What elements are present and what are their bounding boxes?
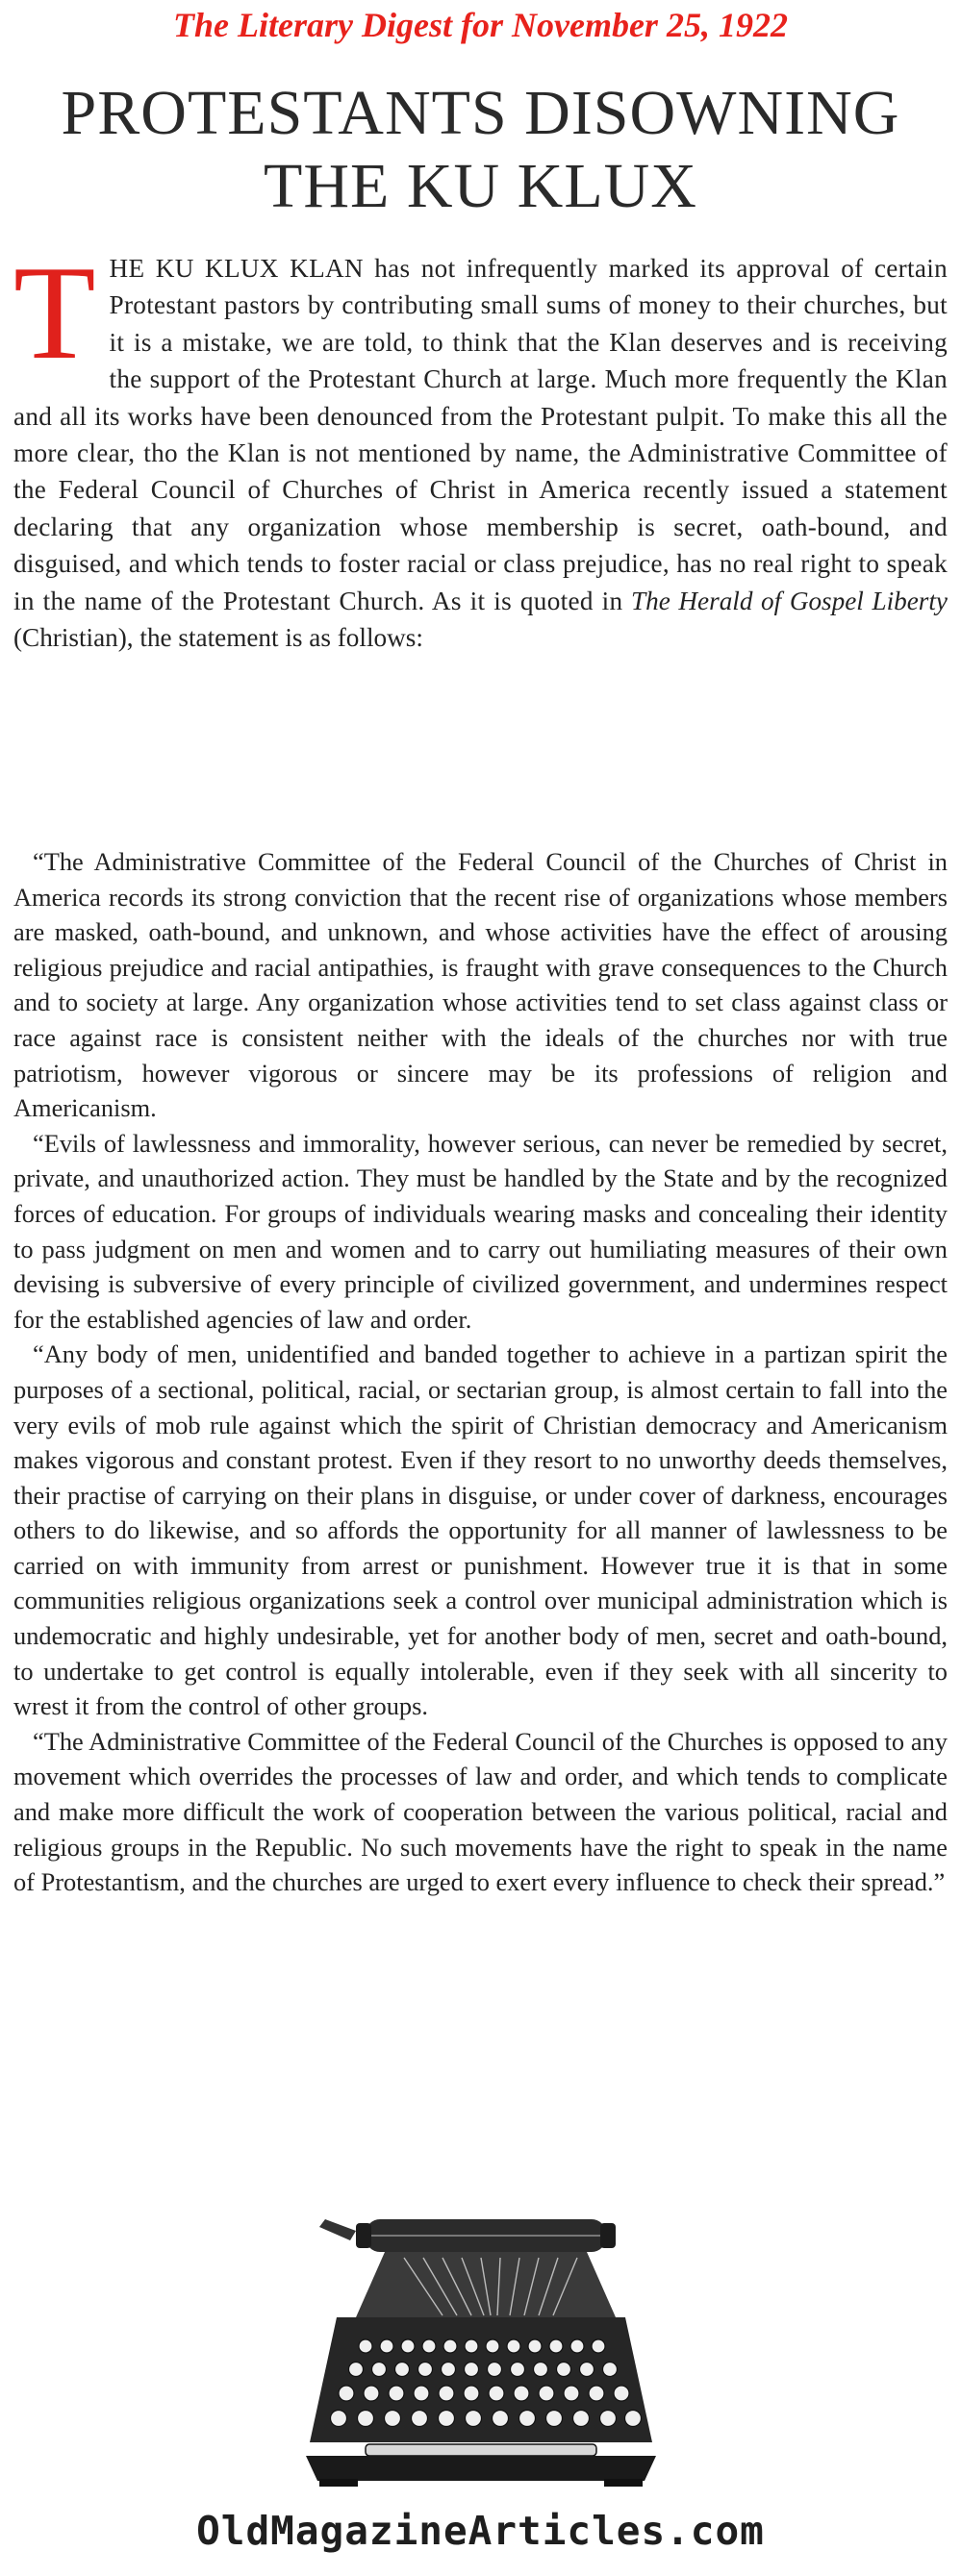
intro-paragraph [13, 238, 948, 656]
quote-paragraph: “Evils of lawlessness and immorality, however serious, can never be remedied by secret, private, and unauthorized action. They must be handled by the State and by the recognized forces of education. For groups of individuals wearing masks and concealing their identity to pass judgment on men and women and to carry out humiliating measures of their own devising is subversive of every principle of civilized government, and undermines respect for the established agencies of law and order. [13, 1128, 948, 1334]
quoted-statement [13, 844, 948, 1900]
headline [0, 77, 961, 223]
site-credit: OldMagazineArticles.com [196, 2508, 765, 2554]
drop-cap: T [13, 238, 96, 388]
typewriter-icon [298, 2202, 664, 2490]
intro-text-after: (Christian), the statement is as follows: [13, 623, 423, 653]
intro-text-before: HE KU KLUX KLAN has not infrequently marked its approval of certain Protestant pastors by contributing small sums of money to their churches, but it is a mistake, we are told, to think that the Klan deserves and is receiving the support of the Protestant Church at large. Much more frequently the Klan and all its works have been denounced from the Protestant pulpit. To make this all the more clear, tho the Klan is not mentioned by name, the Administrative Committee of the Federal Council of Churches of Christ in America recently issued a statement declaring that any organization whose membership is secret, oath-bound, and disguised, and which tends to foster racial or class prejudice, has no real right to speak in the name of the Protestant Church. As it is quoted in [13, 254, 948, 615]
headline-line-1: PROTESTANTS DISOWNING [61, 78, 900, 148]
quote-paragraph: “The Administrative Committee of the Federal Council of the Churches is opposed to any movement which overrides the processes of law and order, and which tends to complicate and make more difficult the work of cooperation between the various political, racial and religious groups in the Republic. No such movements have the right to speak in the name of Protestantism, and the churches are urged to exert every influence to check their spread.” [13, 1726, 948, 1897]
headline-line-2: THE KU KLUX [264, 151, 697, 221]
quote-paragraph: “Any body of men, unidentified and banded together to achieve in a partizan spirit the purposes of a sectional, political, racial, or sectarian group, is almost certain to fall into the very evils of mob rule against which the spirit of Christian democracy and Americanism makes vigorous and constant protest. Even if they resort to no unworthy deeds themselves, their practise of carrying on their plans in disguise, or under cover of darkness, encourages others to do likewise, and so affords the opportunity for all manner of lawlessness to be carried on with immunity from arrest or punishment. However true it is that in some communities religious organizations seek a control over municipal administration which is undemocratic and highly undesirable, yet for another body of men, secret and oath-bound, to undertake to get control is equally intolerable, even if they seek with all sincerity to wrest it from the control of other groups. [13, 1339, 948, 1721]
source-publication: The Herald of Gospel Liberty [631, 586, 948, 615]
quote-paragraph: “The Administrative Committee of the Federal Council of the Churches of Christ in America records its strong conviction that the recent rise of organizations whose members are masked, oath-bound, and unknown, and whose activities have the effect of arousing religious prejudice and racial antipathies, is fraught with grave consequences to the Church and to society at large. Any organization whose activities tend to set class against class or race against race is consistent neither with the ideals of the churches nor with true patriotism, however vigorous or sincere may be its professions of religion and Americanism. [13, 847, 948, 1123]
masthead: The Literary Digest for November 25, 1922 [173, 6, 788, 44]
